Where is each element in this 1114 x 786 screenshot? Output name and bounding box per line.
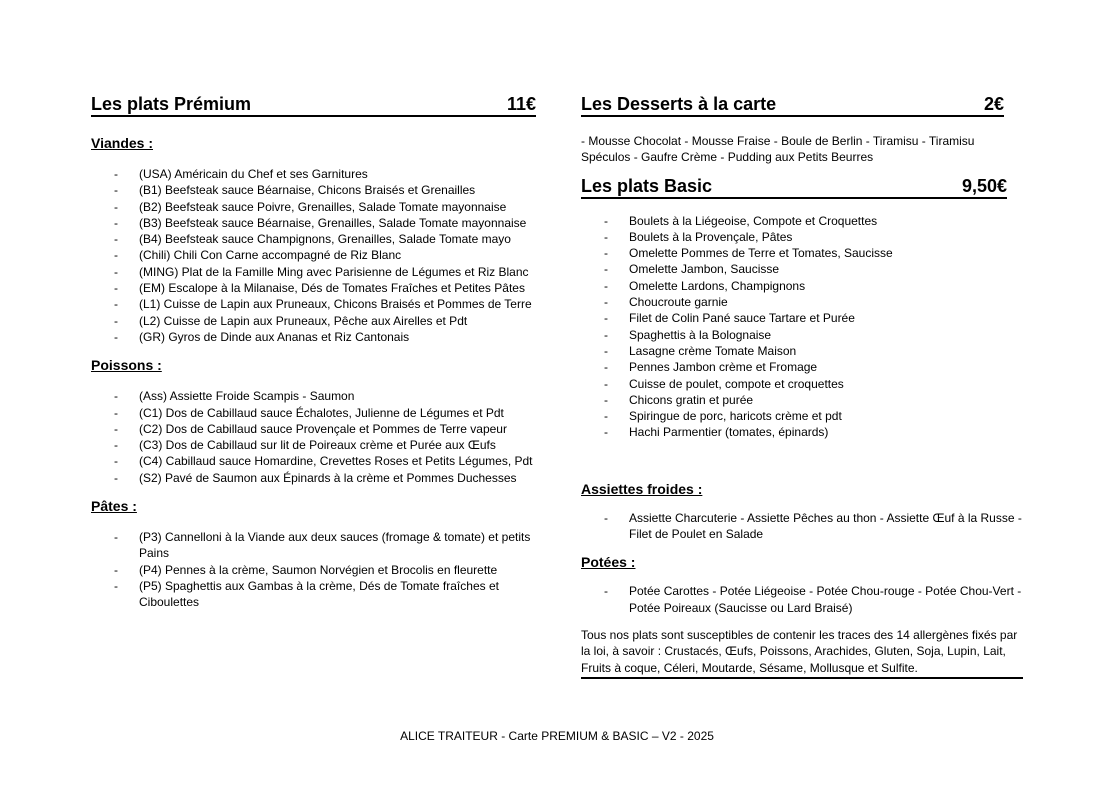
list-item: - (Ass) Assiette Froide Scampis - Saumon — [91, 388, 536, 404]
desserts-text: - Mousse Chocolat - Mousse Fraise - Boule de Berlin - Tiramisu - Tiramisu Spéculos - Gaufre Crème - Pudding aux Petits Beurres — [581, 134, 975, 165]
list-item: - (B2) Beefsteak sauce Poivre, Grenailles, Salade Tomate mayonnaise — [91, 199, 536, 215]
list-item: - (EM) Escalope à la Milanaise, Dés de Tomates Fraîches et Petites Pâtes — [91, 280, 536, 296]
list-item: - Hachi Parmentier (tomates, épinards) — [581, 424, 1027, 440]
poissons-heading: Poissons : — [91, 357, 162, 374]
poissons-list — [91, 388, 536, 486]
list-item: - Chicons gratin et purée — [581, 392, 1027, 408]
potees-heading: Potées : — [581, 554, 636, 571]
premium-column — [91, 94, 536, 611]
list-item: - Omelette Pommes de Terre et Tomates, Saucisse — [581, 245, 1027, 261]
list-item: - (USA) Américain du Chef et ses Garnitures — [91, 166, 536, 182]
desserts-title: Les Desserts à la carte — [581, 94, 777, 114]
premium-price: 11€ — [506, 94, 536, 114]
list-item: - (GR) Gyros de Dinde aux Ananas et Riz Cantonais — [91, 329, 536, 345]
list-item: - Boulets à la Liégeoise, Compote et Croquettes — [581, 213, 1027, 229]
right-column — [581, 94, 1027, 679]
allergens-note: Tous nos plats sont susceptibles de contenir les traces des 14 allergènes fixés par la loi, à savoir : Crustacés, Œufs, Poissons, Arachides, Gluten, Soja, Lupin, Lait, Fruits à coque, Céleri, Moutarde, Sésame, Mollusque et Sulfite. — [581, 627, 1023, 679]
list-item: - Lasagne crème Tomate Maison — [581, 343, 1027, 359]
list-item: - (C2) Dos de Cabillaud sauce Provençale et Pommes de Terre vapeur — [91, 421, 536, 437]
list-item: - Filet de Colin Pané sauce Tartare et Purée — [581, 310, 1027, 326]
pates-heading: Pâtes : — [91, 498, 137, 515]
list-item: - (L2) Cuisse de Lapin aux Pruneaux, Pêche aux Airelles et Pdt — [91, 313, 536, 329]
desserts-price: 2€ — [983, 94, 1004, 114]
list-item: - (C4) Cabillaud sauce Homardine, Crevettes Roses et Petits Légumes, Pdt — [91, 453, 536, 469]
list-item: - (C1) Dos de Cabillaud sauce Échalotes, Julienne de Légumes et Pdt — [91, 405, 536, 421]
list-item: - Pennes Jambon crème et Fromage — [581, 359, 1027, 375]
list-item: - (Chili) Chili Con Carne accompagné de Riz Blanc — [91, 247, 536, 263]
list-item: - Potée Carottes - Potée Liégeoise - Potée Chou-rouge - Potée Chou-Vert - Potée Poireaux (Saucisse ou Lard Braisé) — [581, 583, 1023, 616]
list-item: - (B1) Beefsteak sauce Béarnaise, Chicons Braisés et Grenailles — [91, 182, 536, 198]
assiettes-list — [581, 510, 1023, 543]
viandes-heading: Viandes : — [91, 135, 153, 151]
list-item: - Spaghettis à la Bolognaise — [581, 327, 1027, 343]
list-item: - (B3) Beefsteak sauce Béarnaise, Grenailles, Salade Tomate mayonnaise — [91, 215, 536, 231]
premium-title: Les plats Prémium — [91, 94, 252, 114]
list-item: - (P3) Cannelloni à la Viande aux deux sauces (fromage & tomate) et petits Pains — [91, 529, 536, 562]
list-item: - (C3) Dos de Cabillaud sur lit de Poireaux crème et Purée aux Œufs — [91, 437, 536, 453]
list-item: - Boulets à la Provençale, Pâtes — [581, 229, 1027, 245]
list-item: - Cuisse de poulet, compote et croquettes — [581, 376, 1027, 392]
list-item: - (P4) Pennes à la crème, Saumon Norvégien et Brocolis en fleurette — [91, 562, 536, 578]
premium-title-row — [91, 94, 536, 117]
list-item: - (L1) Cuisse de Lapin aux Pruneaux, Chicons Braisés et Pommes de Terre — [91, 296, 536, 312]
desserts-title-row — [581, 94, 1004, 117]
potees-list — [581, 583, 1023, 616]
list-item: - Omelette Lardons, Champignons — [581, 278, 1027, 294]
list-item: - Assiette Charcuterie - Assiette Pêches au thon - Assiette Œuf à la Russe - Filet de Poulet en Salade — [581, 510, 1023, 543]
list-item: - (S2) Pavé de Saumon aux Épinards à la crème et Pommes Duchesses — [91, 470, 536, 486]
viandes-list — [91, 166, 536, 345]
basic-title-row — [581, 176, 1007, 199]
list-item: - Spiringue de porc, haricots crème et pdt — [581, 408, 1027, 424]
list-item: - Choucroute garnie — [581, 294, 1027, 310]
pates-list — [91, 529, 536, 610]
list-item: - (B4) Beefsteak sauce Champignons, Grenailles, Salade Tomate mayo — [91, 231, 536, 247]
basic-price: 9,50€ — [961, 175, 1007, 196]
list-item: - Omelette Jambon, Saucisse — [581, 261, 1027, 277]
basic-list — [581, 213, 1027, 441]
basic-title: Les plats Basic — [581, 175, 713, 196]
list-item: - (MING) Plat de la Famille Ming avec Parisienne de Légumes et Riz Blanc — [91, 264, 536, 280]
assiettes-heading: Assiettes froides : — [581, 480, 703, 497]
list-item: - (P5) Spaghettis aux Gambas à la crème, Dés de Tomate fraîches et Ciboulettes — [91, 578, 536, 611]
page-footer: ALICE TRAITEUR - Carte PREMIUM & BASIC – V2 - 2025 — [400, 729, 714, 743]
